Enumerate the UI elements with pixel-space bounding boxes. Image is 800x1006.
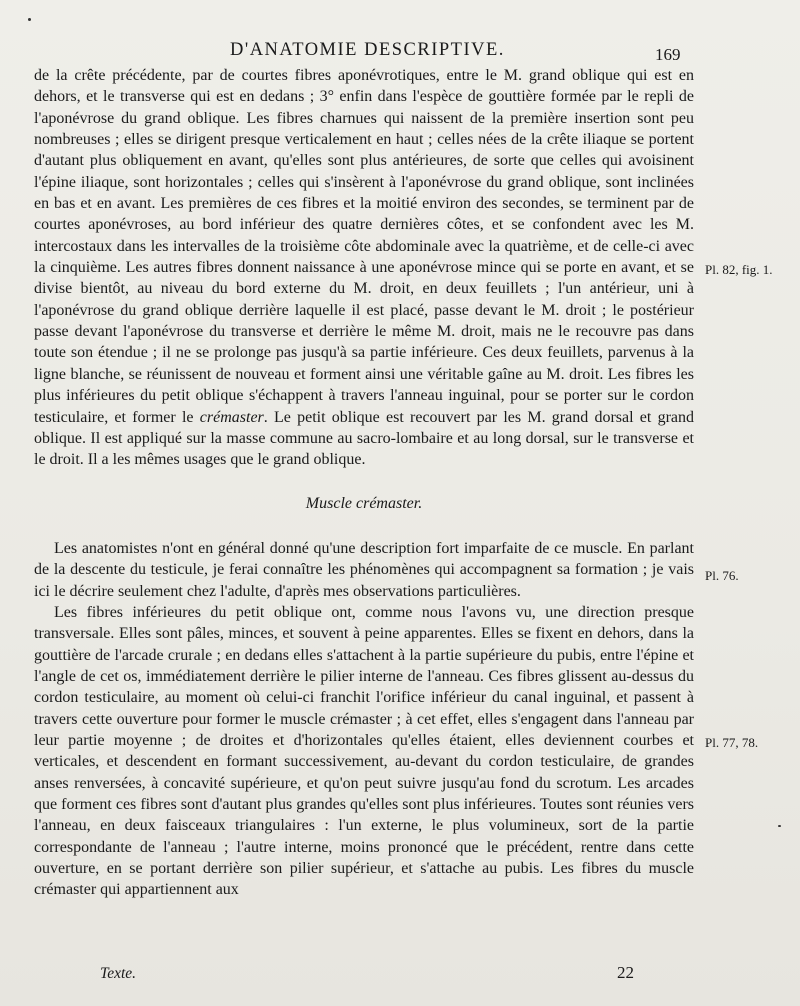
paragraph-1-end: . Le petit oblique est recouvert par les M. grand dorsal et grand oblique. Il est appliqué sur la masse commune au sacro-lombaire et au long dorsal, sur le transverse et le droit. Il a les mêmes usages que le grand oblique.	[34, 408, 695, 469]
page-number: 169	[655, 45, 681, 64]
speck-mark	[28, 18, 31, 21]
paragraph-1	[34, 65, 694, 471]
paragraph-3: Les fibres inférieures du petit oblique ont, comme nous l'avons vu, une direction presque transversale. Elles sont pâles, minces, et souvent à peine apparentes. Elles se fixent en dehors, dans la gouttière de l'arcade crurale ; en dedans elles s'attachent à la partie supérieure du pubis, entre l'épine et l'angle de cet os, immédiatement derrière le pilier interne de l'anneau. Ces fibres glissent au-dessus du cordon testiculaire, au moment où celui-ci franchit l'orifice inférieur du canal inguinal, et passent à travers cette ouverture pour former le muscle crémaster ; à cet effet, elles s'engagent dans l'anneau par leur partie moyenne ; de droites et d'horizontales qu'elles étaient, elles deviennent courbes et verticales, et descendent en formant successivement, au-devant du cordon testiculaire, de grandes anses renversées, à concavité supérieure, et qu'on peut suivre jusqu'au fond du scrotum. Les arcades que forment ces fibres sont d'autant plus grandes qu'elles sont plus inférieures. Toutes sont réunies vers l'anneau, en deux faisceaux triangulaires : l'un externe, le plus volumineux, sort de la partie correspondante de l'anneau ; l'autre interne, moins prononcé que le précédent, rentre dans cette ouverture, en se portant derrière son pilier supérieur, et s'attache au pubis. Les fibres du muscle crémaster qui appartiennent aux	[34, 603, 694, 899]
section-title: Muscle crémaster.	[305, 494, 423, 512]
speck-mark	[778, 825, 781, 827]
footer-signature: Texte.	[100, 965, 137, 982]
paragraph-1-italic: crémaster	[199, 408, 264, 426]
margin-note-1: Pl. 82, fig. 1.	[705, 262, 773, 277]
paragraph-2: Les anatomistes n'ont en général donné qu'une description fort imparfaite de ce muscle. En parlant de la descente du testicule, je ferai connaître les phénomènes qui accompagnent sa formation ; je vais ici le décrire seulement chez l'adulte, d'après mes observations particulières.	[34, 539, 694, 600]
footer-sheet-number: 22	[617, 963, 634, 982]
margin-note-3: Pl. 77, 78.	[705, 735, 759, 750]
paragraph-1-text: de la crête précédente, par de courtes fibres aponévrotiques, entre le M. grand oblique qui est en dehors, et le transverse qui est en dedans ; 3° enfin dans l'espèce de gouttière formée par le repli de l'aponévrose du grand oblique. Les fibres charnues qui naissent de la première insertion sont peu nombreuses ; elles se dirigent presque verticalement en haut ; celles nées de la crête iliaque se portent d'autant plus obliquement en avant, qu'elles sont plus antérieures, de sorte que celles qui avoisinent l'épine iliaque, sont horizontales ; celles qui s'insèrent à l'aponévrose du grand oblique, sont inclinées en bas et en avant. Les premières de ces fibres et la moitié environ des secondes, se terminent par de courtes aponévroses, au bord inférieur des quatre dernières côtes, et se confondent avec les M. intercostaux dans les intervalles de la troisième côte abdominale avec la quatrième, et de celle-ci avec la cinquième. Les autres fibres donnent naissance à une aponévrose mince qui se porte en avant, et se divise bientôt, au niveau du bord externe du M. droit, en deux feuillets ; l'un antérieur, uni à l'aponévrose du grand oblique derrière laquelle il est placé, passe devant le M. droit ; le postérieur passe devant l'aponévrose du transverse et derrière le même M. droit, mais ne le recouvre pas dans toute son étendue ; il ne se prolonge pas jusqu'à sa partie inférieure. Ces deux feuillets, parvenus à la ligne blanche, se réunissent de nouveau et forment ainsi une véritable gaîne au M. droit. Les fibres les plus inférieures du petit oblique s'échappent à travers l'anneau inguinal, pour se porter sur le cordon testiculaire, et former le	[34, 67, 694, 426]
body-text	[34, 65, 694, 901]
margin-note-2: Pl. 76.	[705, 568, 739, 583]
running-head: D'ANATOMIE DESCRIPTIVE.	[230, 40, 505, 60]
